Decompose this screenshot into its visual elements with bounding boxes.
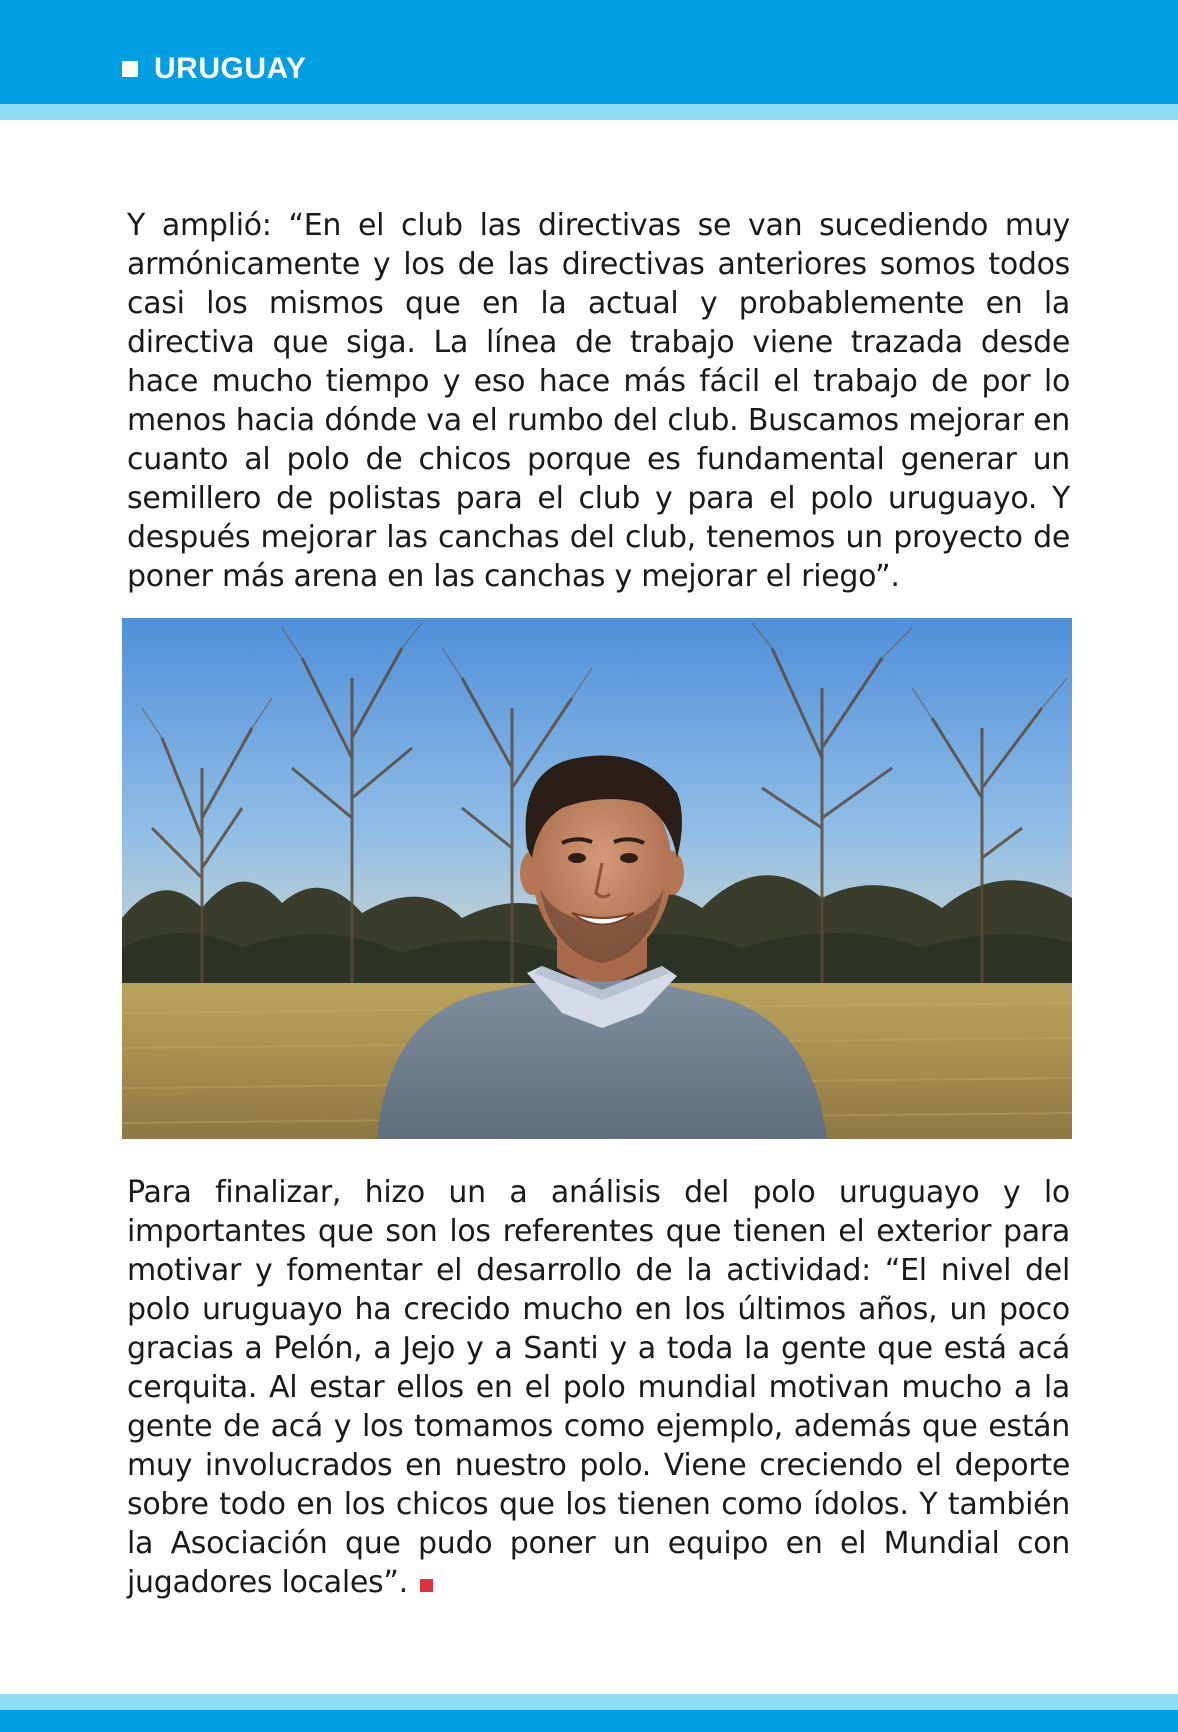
header-stripe — [0, 104, 1178, 120]
section-title: URUGUAY — [154, 52, 307, 85]
end-of-article-icon — [420, 1579, 433, 1592]
footer-stripe — [0, 1694, 1178, 1710]
footer-band — [0, 1710, 1178, 1732]
article-paragraph-2 — [127, 1173, 1070, 1602]
section-label — [122, 48, 306, 90]
article-paragraph-2-text: Para finalizar, hizo un a análisis del polo uruguayo y lo importantes que son los referentes que tienen el exterior para motivar y fomentar el desarrollo de la actividad: “El nivel del polo uruguayo ha crecido mucho en los últimos años, un poco gracias a Pelón, a Jejo y a Santi y a toda la gente que está acá cerquita. Al estar ellos en el polo mundial motivan mucho a la gente de acá y los tomamos como ejemplo, además que están muy involucrados en nuestro polo. Viene creciendo el deporte sobre todo en los chicos que los tienen como ídolos. Y también la Asociación que pudo poner un equipo en el Mundial con jugadores locales”. — [127, 1175, 1070, 1600]
square-bullet-icon — [122, 61, 138, 77]
article-paragraph-1: Y amplió: “En el club las directivas se van sucediendo muy armónicamente y los de las directivas anteriores somos todos casi los mismos que en la actual y probablemente en la directiva que siga. La línea de trabajo viene trazada desde hace mucho tiempo y eso hace más fácil el trabajo de por lo menos hacia dónde va el rumbo del club. Buscamos mejorar en cuanto al polo de chicos porque es fundamental generar un semillero de polistas para el club y para el polo uruguayo. Y después mejorar las canchas del club, tenemos un proyecto de poner más arena en las canchas y mejorar el riego”. — [127, 208, 1070, 594]
portrait-photo — [122, 618, 1072, 1139]
